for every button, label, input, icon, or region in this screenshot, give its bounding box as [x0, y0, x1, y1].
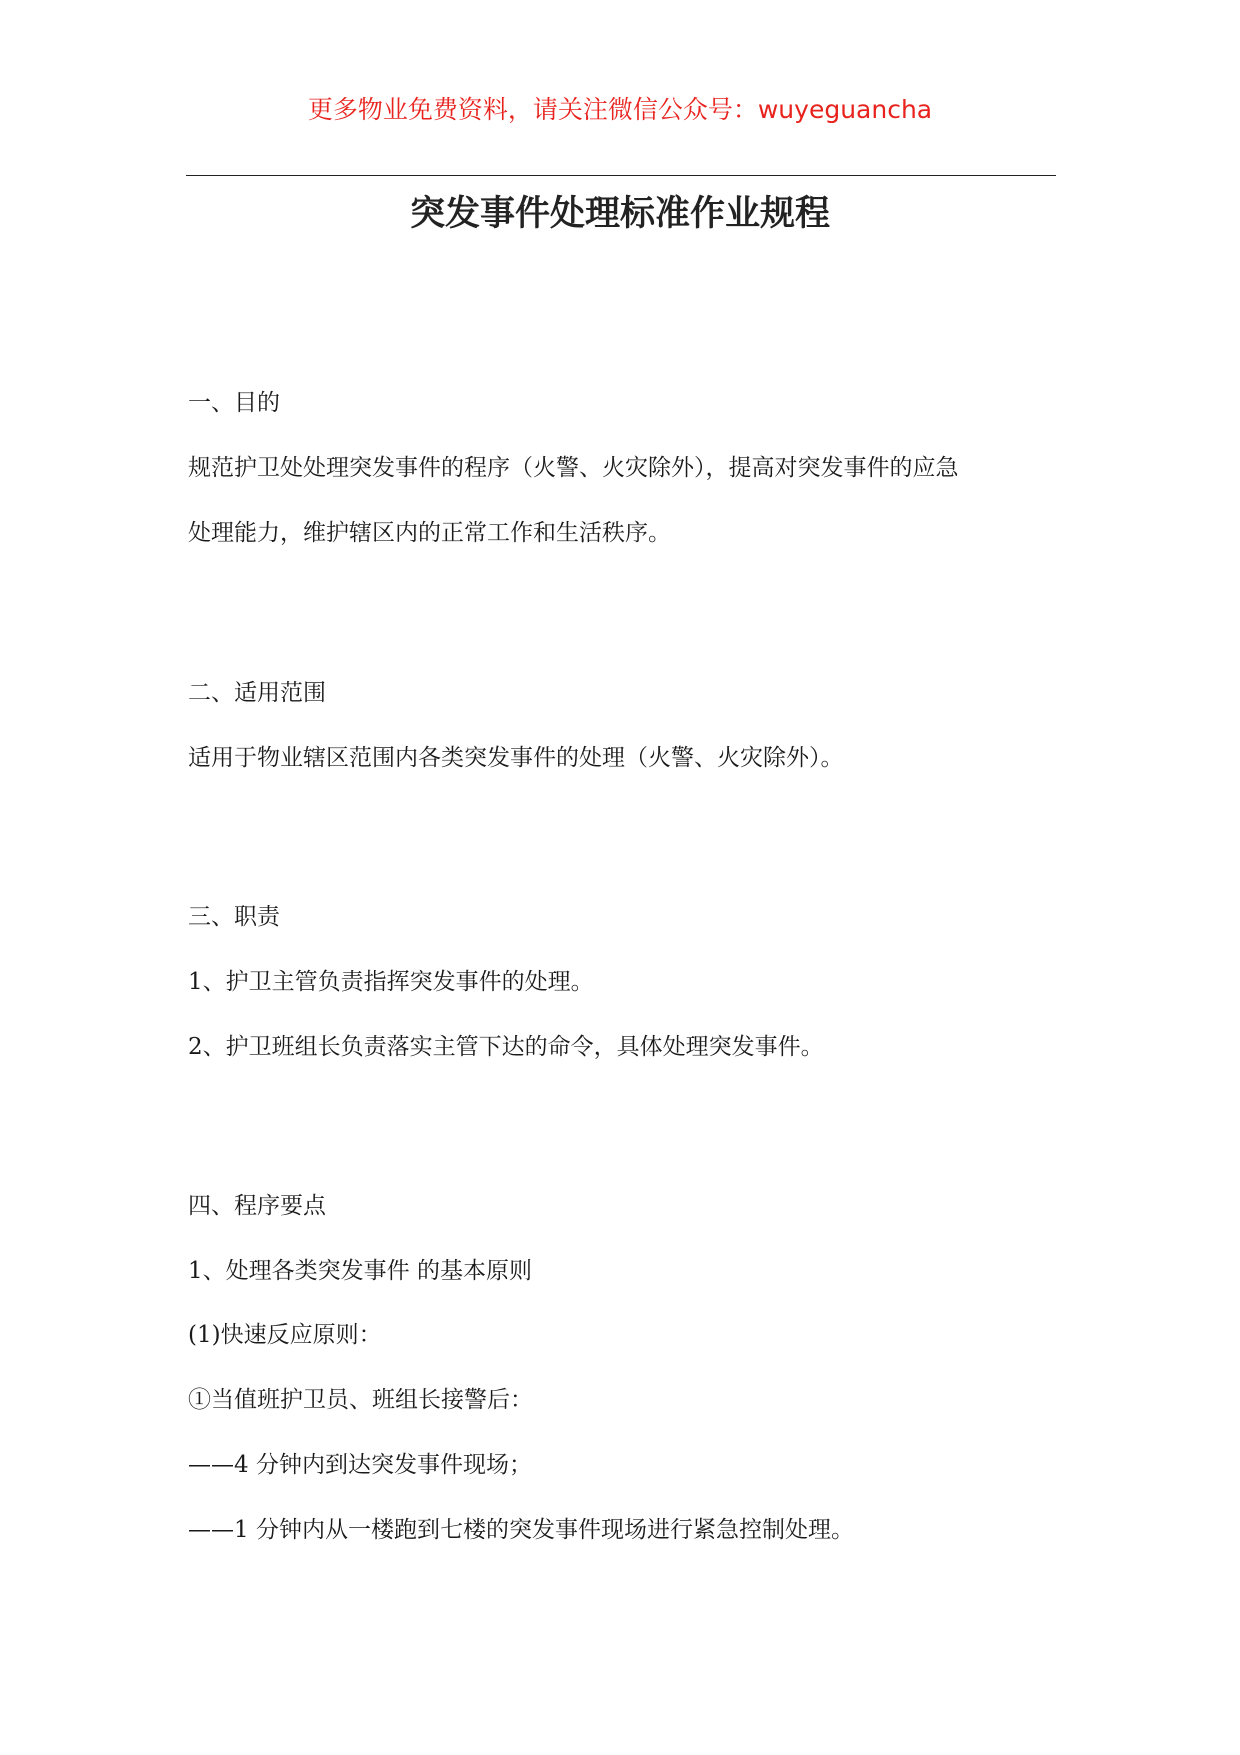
section-heading-duties: 三、职责: [188, 904, 280, 930]
list-item: 1、护卫主管负责指挥突发事件的处理。: [188, 969, 594, 995]
paragraph-line: 适用于物业辖区范围内各类突发事件的处理（火警、火灾除外）。: [188, 745, 844, 771]
list-item: ——4 分钟内到达突发事件现场；: [188, 1452, 532, 1478]
paragraph-line: 规范护卫处处理突发事件的程序（火警、火灾除外），提高对突发事件的应急: [188, 455, 959, 481]
header-promo-text: 更多物业免费资料，请关注微信公众号：wuyeguancha: [307, 95, 933, 124]
list-item: ①当值班护卫员、班组长接警后：: [188, 1387, 533, 1413]
list-item: ——1 分钟内从一楼跑到七楼的突发事件现场进行紧急控制处理。: [188, 1517, 854, 1543]
section-heading-purpose: 一、目的: [188, 390, 280, 416]
list-item: (1)快速反应原则：: [188, 1322, 382, 1348]
header-divider: [186, 175, 1056, 176]
list-item: 1、处理各类突发事件 的基本原则: [188, 1258, 532, 1284]
document-title: 突发事件处理标准作业规程: [409, 194, 830, 234]
list-item: 2、护卫班组长负责落实主管下达的命令，具体处理突发事件。: [188, 1034, 824, 1060]
section-heading-scope: 二、适用范围: [188, 680, 326, 706]
paragraph-line: 处理能力，维护辖区内的正常工作和生活秩序。: [188, 520, 671, 546]
section-heading-procedure: 四、程序要点: [188, 1193, 326, 1219]
